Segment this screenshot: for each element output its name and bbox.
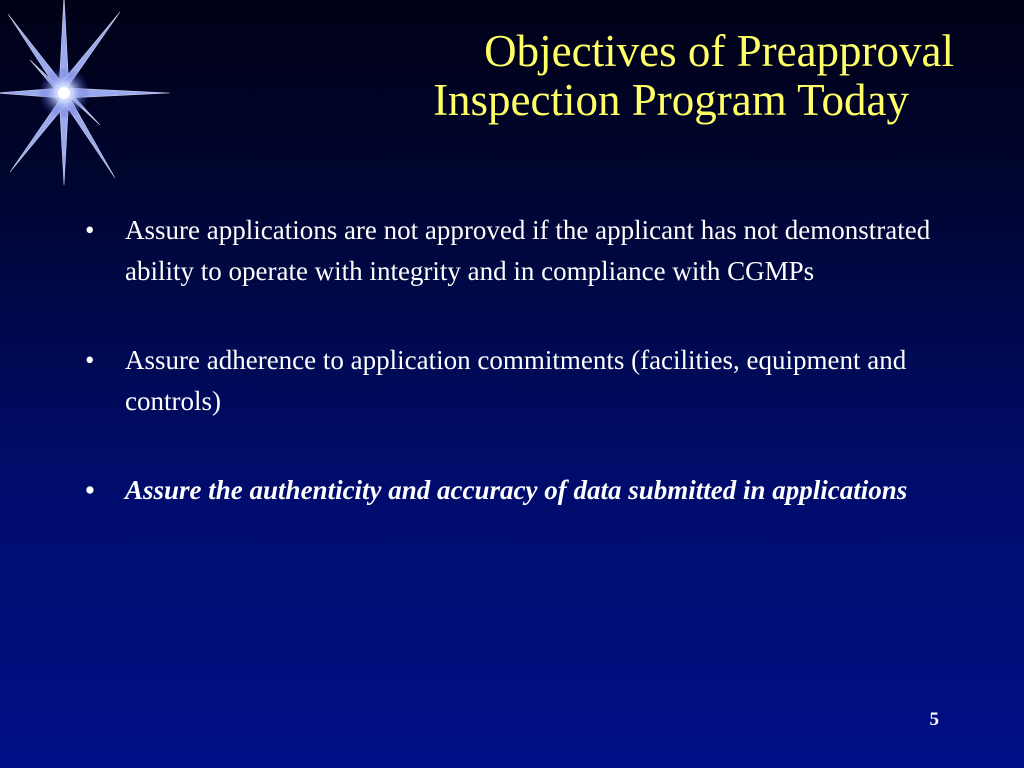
bullet-item <box>85 210 965 292</box>
bullet-marker: • <box>85 345 95 375</box>
bullet-marker: • <box>85 215 95 245</box>
slide-title <box>254 27 954 125</box>
bullet-list <box>85 210 965 559</box>
bullet-marker: • <box>85 475 95 505</box>
bullet-item <box>85 340 965 422</box>
slide-title-line-2: Inspection Program Today <box>433 75 909 125</box>
bullet-text: Assure applications are not approved if the applicant has not demonstrated ability to operate with integrity and in compliance with CGMPs <box>125 215 931 286</box>
slide-title-line-1: Objectives of Preapproval <box>484 26 954 76</box>
page-number: 5 <box>929 709 939 730</box>
bullet-text: Assure the authenticity and accuracy of data submitted in applications <box>125 475 908 505</box>
sparkle-star-icon <box>0 0 180 190</box>
bullet-item-emphasized <box>85 470 965 511</box>
bullet-text: Assure adherence to application commitments (facilities, equipment and controls) <box>125 345 907 416</box>
